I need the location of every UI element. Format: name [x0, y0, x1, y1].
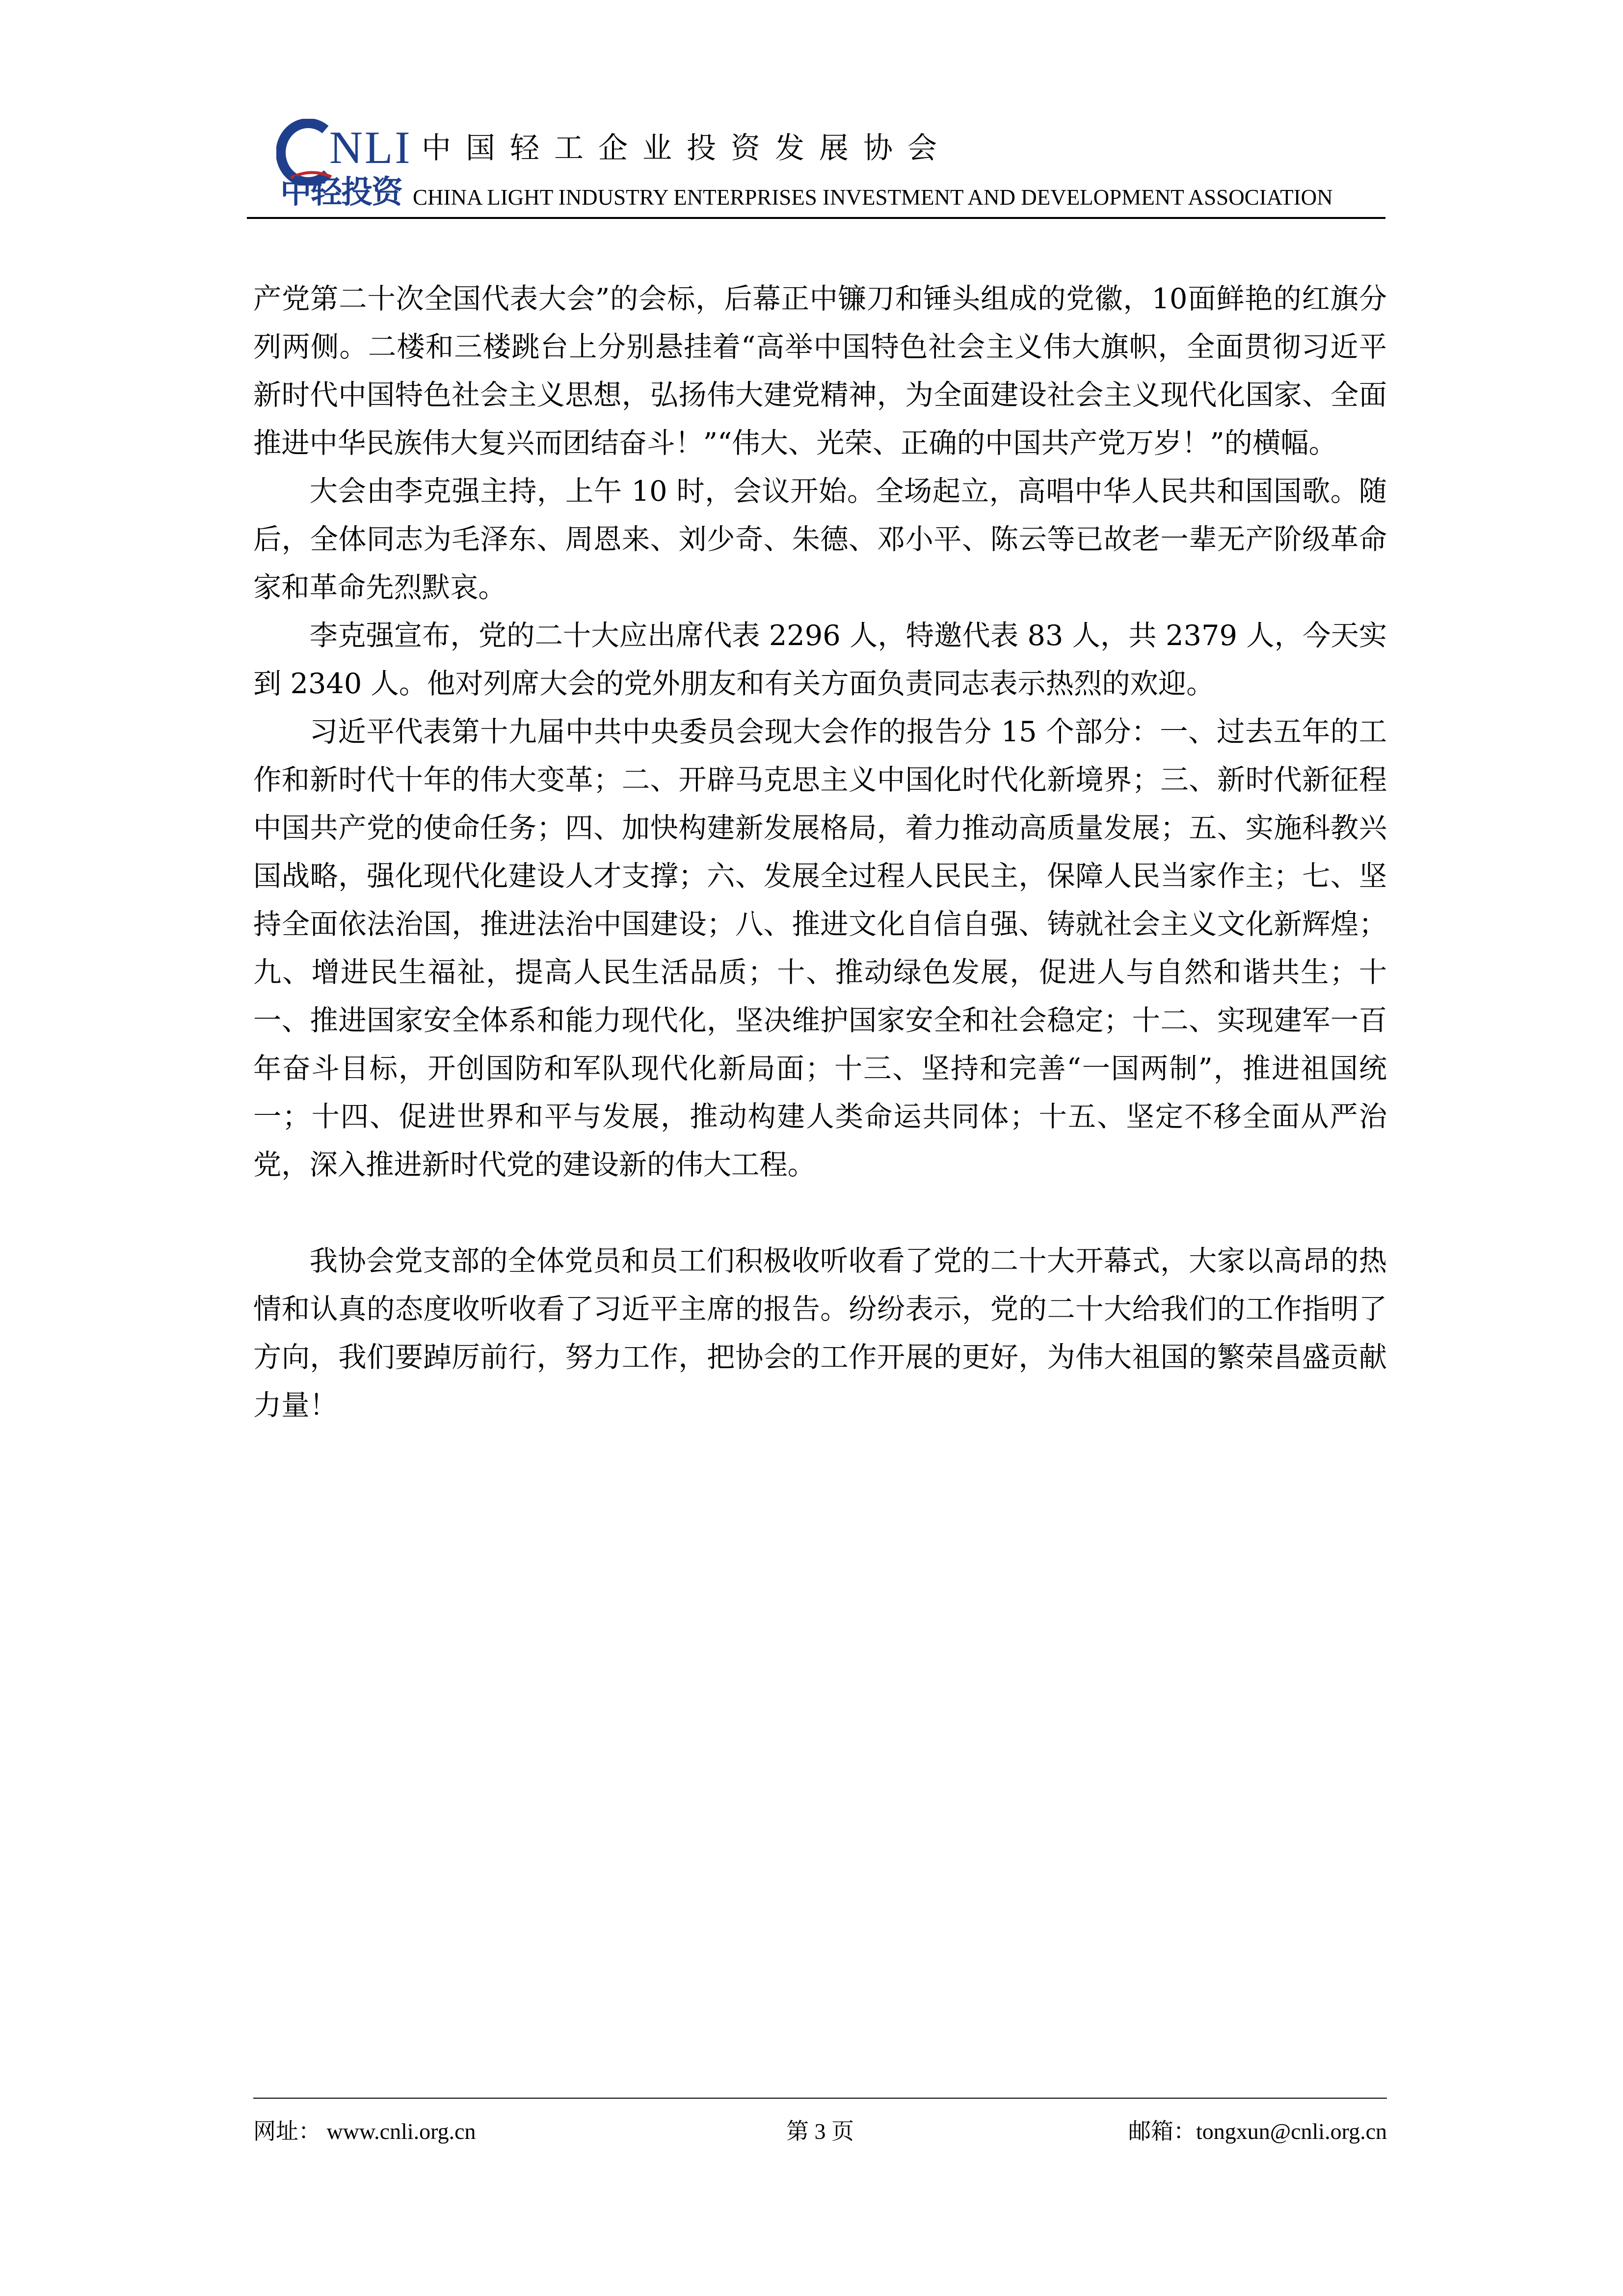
- paragraph: 我协会党支部的全体党员和员工们积极收听收看了党的二十大开幕式，大家以高昂的热情和认真的态度收听收看了习近平主席的报告。纷纷表示，党的二十大给我们的工作指明了方向，我们要踔厉前行，努力工作，把协会的工作开展的更好，为伟大祖国的繁荣昌盛贡献力量！: [253, 1244, 1387, 1422]
- logo-latin-text: NLI: [329, 122, 412, 173]
- footer-page-number: 第 3 页: [786, 2119, 854, 2144]
- paragraph: 大会由李克强主持，上午 10 时，会议开始。全场起立，高唱中华人民共和国国歌。随后，全体同志为毛泽东、周恩来、刘少奇、朱德、邓小平、陈云等已故老一辈无产阶级革命家和革命先烈默哀。: [253, 475, 1387, 604]
- page-footer: [253, 2117, 1387, 2146]
- header-divider: [247, 217, 1385, 219]
- logo-cn-text: 中轻投资: [280, 174, 402, 211]
- document-body: [253, 275, 1387, 1430]
- footer-website: 网址： www.cnli.org.cn: [253, 2119, 476, 2144]
- paragraph: 产党第二十次全国代表大会”的会标，后幕正中镰刀和锤头组成的党徽，10面鲜艳的红旗分列两侧。二楼和三楼跳台上分别悬挂着“高举中国特色社会主义伟大旗帜，全面贯彻习近平新时代中国特色社会主义思想，弘扬伟大建党精神，为全面建设社会主义现代化国家、全面推进中华民族伟大复兴而团结奋斗！”“伟大、光荣、正确的中国共产党万岁！”的横幅。: [253, 282, 1387, 459]
- org-name-cn: 中国轻工企业投资发展协会: [422, 131, 952, 165]
- org-name-en: CHINA LIGHT INDUSTRY ENTERPRISES INVESTMENT AND DEVELOPMENT ASSOCIATION: [413, 185, 1333, 210]
- footer-divider: [253, 2098, 1387, 2099]
- page-header: [247, 114, 1385, 219]
- footer-email: 邮箱：tongxun@cnli.org.cn: [1128, 2119, 1387, 2144]
- paragraph: 李克强宣布，党的二十大应出席代表 2296 人，特邀代表 83 人，共 2379 人，今天实到 2340 人。他对列席大会的党外朋友和有关方面负责同志表示热烈的欢迎。: [253, 619, 1387, 700]
- paragraph: 习近平代表第十九届中共中央委员会现大会作的报告分 15 个部分：一、过去五年的工作和新时代十年的伟大变革；二、开辟马克思主义中国化时代化新境界；三、新时代新征程中国共产党的使命任务；四、加快构建新发展格局，着力推动高质量发展；五、实施科教兴国战略，强化现代化建设人才支撑；六、发展全过程人民民主，保障人民当家作主；七、坚持全面依法治国，推进法治中国建设；八、推进文化自信自强、铸就社会主义文化新辉煌；九、增进民生福祉，提高人民生活品质；十、推动绿色发展，促进人与自然和谐共生；十一、推进国家安全体系和能力现代化，坚决维护国家安全和社会稳定；十二、实现建军一百年奋斗目标，开创国防和军队现代化新局面；十三、坚持和完善“一国两制”，推进祖国统一；十四、促进世界和平与发展，推动构建人类命运共同体；十五、坚定不移全面从严治党，深入推进新时代党的建设新的伟大工程。: [253, 715, 1387, 1181]
